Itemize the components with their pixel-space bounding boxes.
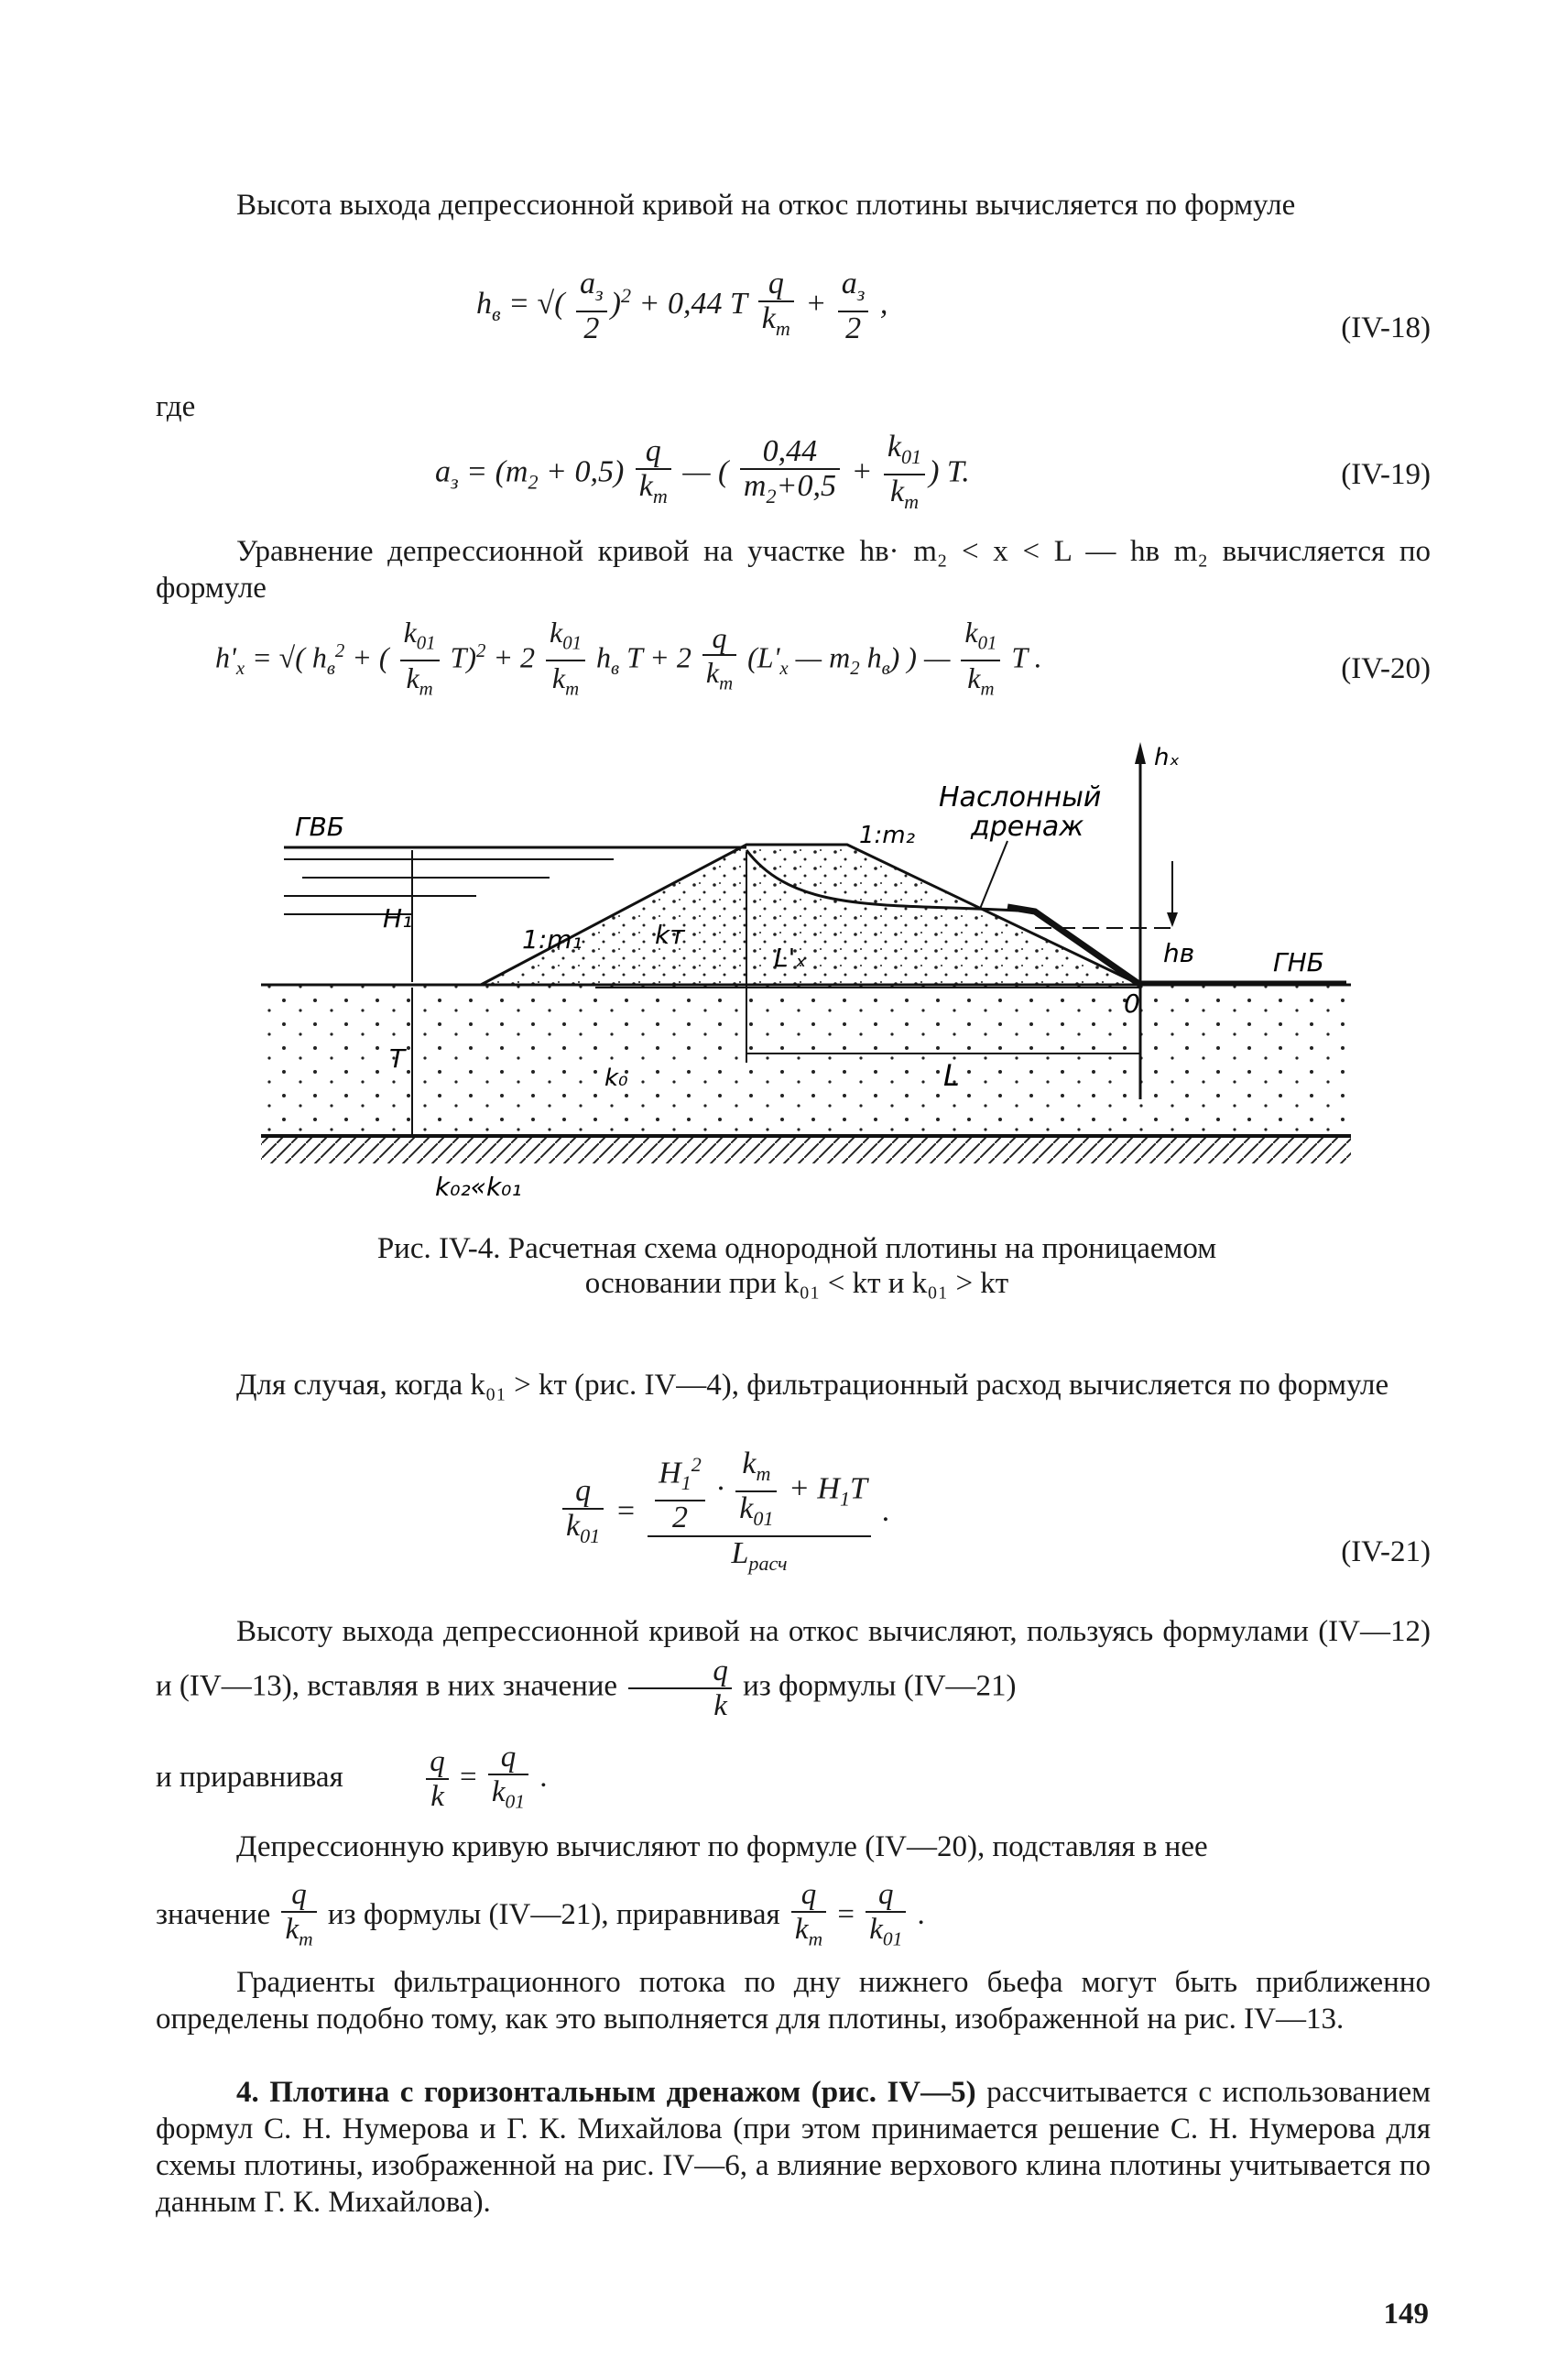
label-kt: kт	[655, 920, 685, 950]
figure-dam-scheme	[247, 733, 1365, 1209]
label-lx: L'ₓ	[774, 943, 807, 973]
label-hb: hв	[1163, 938, 1195, 968]
label-k02-k01: k₀₂«k₀₁	[435, 1172, 522, 1202]
label-m1: 1:m₁	[522, 924, 583, 955]
caption-line-2: основании при k₀₁ < kт и k₀₁ > kт	[584, 1267, 1009, 1300]
page-number: 149	[1383, 2298, 1429, 2331]
label-m2: 1:m₂	[859, 822, 916, 849]
paragraph-depression-calc: Депрессионную кривую вычисляют по формуле (IV—20), подставляя в нее	[236, 1830, 1208, 1863]
impervious-base	[261, 1136, 1351, 1163]
paragraph-exit-height: Высоту выхода депрессионной кривой на откос вычисляют, пользуясь формулами (IV—12) и (IV—13), вставляя в них значение $\frac{q}{k}$ из формулы (IV—21)	[156, 1615, 1431, 1722]
equation-label-iv-21: (IV-21)	[1341, 1535, 1431, 1568]
equation-label-iv-18: (IV-18)	[1341, 311, 1431, 344]
paragraph-curve: Уравнение депрессионной кривой на участке hв· m₂ < x < L — hв m₂ вычисляется по формуле	[156, 535, 1431, 605]
label-gnb: ГНБ	[1273, 947, 1324, 977]
equation-label-iv-19: (IV-19)	[1341, 458, 1431, 491]
section-heading-4: 4. Плотина с горизонтальным дренажом (рис. IV—5)	[236, 2076, 976, 2109]
label-t: T	[389, 1043, 406, 1074]
equation-label-iv-20: (IV-20)	[1341, 652, 1431, 685]
equation-iv-21: $\frac{q}{k_{01}}$ = $\frac{H_1^2}{2}$ · $\frac{k_т}{k_{01}}$ + $H_1T$ $L_{расч}$ .	[559, 1447, 890, 1579]
label-o: 0	[1124, 988, 1140, 1019]
paragraph-flow-rate: Для случая, когда k₀₁ > kт (рис. IV—4), фильтрационный расход вычисляется по формуле	[236, 1369, 1389, 1402]
where-word: где	[156, 390, 196, 423]
label-k0: k₀	[604, 1064, 628, 1092]
caption-line-1: Рис. IV-4. Расчетная схема однородной плотины на проницаемом	[376, 1232, 1217, 1265]
label-gvb: ГВБ	[295, 812, 345, 842]
foundation-soil	[261, 985, 1351, 1136]
paragraph-intro: Высота выхода депрессионной кривой на откос плотины вычисляется по формуле	[236, 189, 1296, 222]
label-drain: Наслонный	[939, 781, 1102, 813]
label-h1: H₁	[383, 903, 413, 933]
paragraph-gradients: Градиенты фильтрационного потока по дну нижнего бьефа могут быть приближенно определены подобно тому, как это выполняется для плотины, изображенной на рис. IV—13.	[156, 1966, 1431, 2036]
label-drain-2: дренаж	[971, 811, 1084, 843]
label-hx: hₓ	[1154, 744, 1181, 771]
paragraph-substitution: значение $\frac{q}{k_т}$ из формулы (IV—21), приравнивая $\frac{q}{k_т}$ = $\frac{q}{k_{01}}$ .	[156, 1878, 925, 1950]
paragraph-equating: и приравнивая $\frac{q}{k}$ = $\frac{q}{k_{01}}$ .	[156, 1741, 548, 1814]
equation-iv-19: $a_з = (m_2 + 0,5)$ $\frac{q}{k_т}$ — ( $\frac{0,44}{m_2+0,5}$ + $\frac{k_{01}}{k_т}$ ) T.	[435, 430, 970, 513]
label-l: L	[943, 1058, 960, 1093]
paragraph-horizontal-drain: 4. Плотина с горизонтальным дренажом (рис. IV—5) рассчитывается с использованием формул С. Н. Нумерова и Г. К. Михайлова (при этом принимается решение С. Н. Нумерова для схемы плотины, изображенной на рис. IV—6, а влияние верхового клина плотины учитывается по данным Г. К. Михайлова).	[156, 2076, 1432, 2219]
figure-caption	[247, 1231, 1346, 1301]
equation-iv-18: $h_в$ = √( $\frac{a_з}{2}$ )$^2$ + 0,44 T $\frac{q}{k_т}$ + $\frac{a_з}{2}$ ,	[476, 267, 888, 345]
equation-iv-20: $h'_x$ = √( $h_в^2$ + ( $\frac{k_{01}}{k_т}$ T)$^2$ + 2 $\frac{k_{01}}{k_т}$ $h_в$ T + 2 $\frac{q}{k_т}$ ($L'_x$ — $m_2$ $h_в$) ) — $\frac{k_{01}}{k_т}$ T .	[215, 616, 1042, 700]
